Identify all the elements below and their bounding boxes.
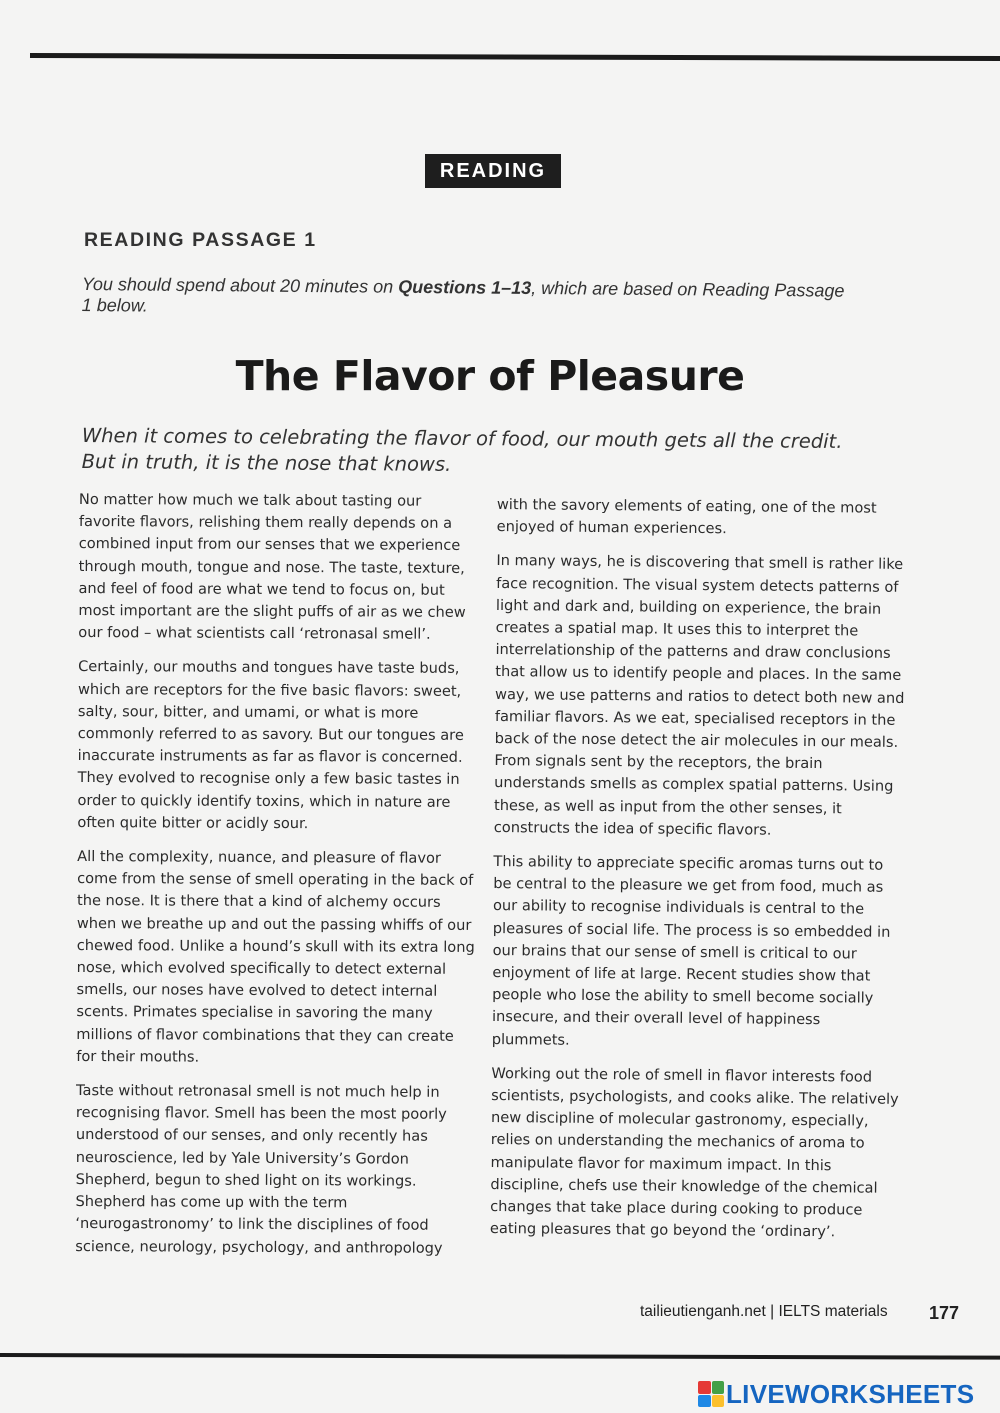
subtitle-line-1: When it comes to celebrating the flavor of food, our mouth gets all the credit.	[81, 423, 843, 453]
paragraph: All the complexity, nuance, and pleasure of flavor come from the sense of smell operating in the back of the nose. It is there that a kind of alchemy occurs when we breathe up and out the passing whiffs of our chewed food. Unlike a hound’s skull with its extra long nose, which evolved specifically to detect external smells, our noses have evolved to detect internal scents. Primates specialise in savoring the many millions of flavor combinations that they can create for their mouths.	[76, 848, 475, 1066]
paragraph: No matter how much we talk about tasting our favorite flavors, relishing them really depends on a combined input from our senses that we experience through mouth, tongue and nose. The taste, texture, and feel of food are what we tend to focus on, but most important are the slight puffs of air as we chew our food – what scientists call ‘retronasal smell’.	[78, 490, 466, 643]
paragraph: In many ways, he is discovering that smell is rather like face recognition. The visual system detects patterns of light and dark and, building on experience, the brain creates a spatial map. It uses this to interpret the interrelationship of the patterns and draw conclusions that allow us to identify people and places. In the same way, we use patterns and ratios to detect both new and familiar flavors. As we eat, specialised receptors in the back of the nose detect the air molecules in our meals. From signals sent by the receptors, the brain understands smells as complex spatial patterns. Using these, as well as input from the other senses, it constructs the idea of specific flavors.	[493, 552, 905, 839]
logo-square-icon	[698, 1395, 711, 1408]
liveworksheets-logo-icon	[698, 1381, 724, 1407]
paragraph: with the savory elements of eating, one of the most enjoyed of human experiences.	[496, 495, 877, 538]
right-column	[490, 494, 907, 1256]
paragraph: This ability to appreciate specific aromas turns out to be central to the pleasure we get from food, much as our ability to recognise individuals is central to the pleasures of social life. The process is so embedded in our brains that our sense of smell is critical to our enjoyment of life at large. Recent studies show that people who lose the ability to smell become socially insecure, and their overall level of happiness plummets.	[491, 853, 891, 1049]
section-badge: READING	[425, 154, 561, 188]
passage-heading: READING PASSAGE 1	[84, 229, 317, 251]
logo-square-icon	[712, 1381, 725, 1394]
liveworksheets-brand[interactable]	[698, 1379, 974, 1409]
paragraph: Certainly, our mouths and tongues have taste buds, which are receptors for the five basic flavors: sweet, salty, sour, bitter, and umami, or what is more commonly referred to as savory. But our tongues are inaccurate instruments as far as flavor is concerned. They evolved to recognise only a few basic tastes in order to quickly identify toxins, which in nature are often quite bitter or acidly sour.	[77, 658, 464, 832]
instructions-part1: You should spend about 20 minutes on	[81, 274, 399, 297]
article-subtitle	[82, 423, 942, 482]
bottom-rule	[0, 1353, 1000, 1360]
page-number: 177	[929, 1303, 960, 1323]
instructions-part2: , which are based on Reading Passage 1 below.	[81, 277, 845, 316]
subtitle-line-2: But in truth, it is the nose that knows.	[81, 449, 452, 476]
article-title: The Flavor of Pleasure	[235, 352, 745, 400]
paragraph: Working out the role of smell in flavor interests food scientists, psychologists, and cooks alike. The relatively new discipline of molecular gastronomy, especially, relies on understanding the mechanics of aroma to manipulate flavor for maximum impact. In this discipline, chefs use their knowledge of the chemical changes that take place during cooking to produce eating pleasures that go beyond the ‘ordinary’.	[489, 1064, 899, 1241]
logo-square-icon	[712, 1395, 725, 1408]
logo-square-icon	[698, 1381, 711, 1394]
instructions-questions: Questions 1–13	[398, 276, 532, 298]
top-rule	[30, 53, 1000, 61]
left-column	[75, 489, 481, 1272]
footer-source: tailieutienganh.net | IELTS materials	[640, 1303, 888, 1320]
paragraph: Taste without retronasal smell is not much help in recognising flavor. Smell has been the most poorly understood of our senses, and only recently has neuroscience, led by Yale University’s Gordon Shepherd, begun to shed light on its workings. Shepherd has come up with the term ‘neurogastronomy’ to link the disciplines of food science, neurology, psychology, and anthropology	[75, 1082, 447, 1257]
instructions	[82, 274, 852, 323]
brand-text: LIVEWORKSHEETS	[726, 1378, 975, 1409]
